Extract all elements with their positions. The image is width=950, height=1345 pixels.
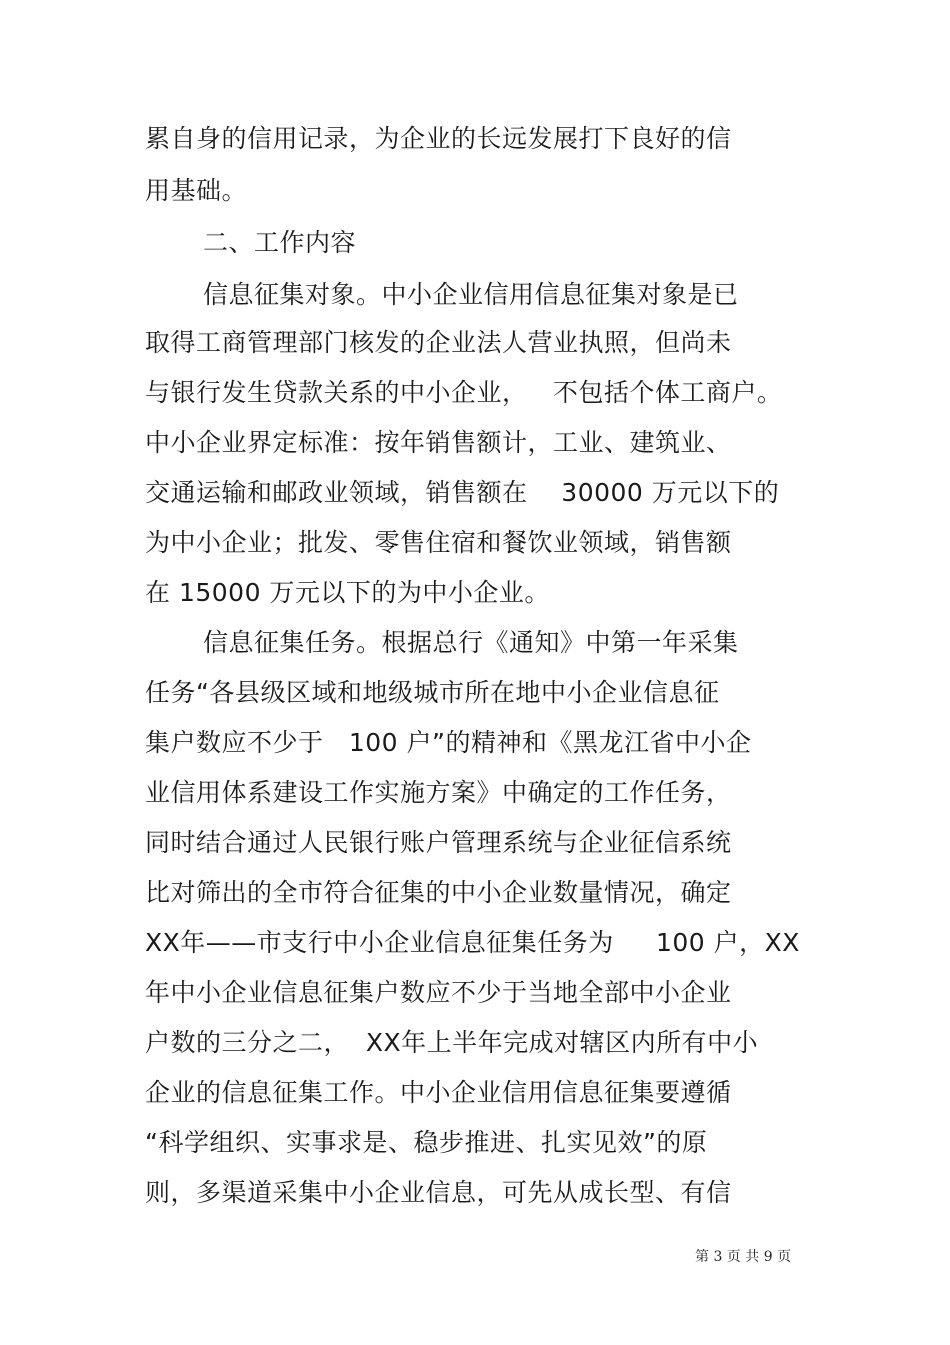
paragraph-line: “科学组织、实事求是、稳步推进、扎实见效”的原	[145, 1128, 708, 1157]
paragraph-line: XX年——市支行中小企业信息征集任务为 100 户，XX	[145, 928, 800, 957]
paragraph-line: 与银行发生贷款关系的中小企业， 不包括个体工商户。	[145, 378, 783, 407]
paragraph-line: 企业的信息征集工作。中小企业信用信息征集要遵循	[145, 1078, 732, 1107]
paragraph-line: 在 15000 万元以下的为中小企业。	[145, 578, 550, 607]
paragraph-line: 累自身的信用记录，为企业的长远发展打下良好的信	[145, 124, 732, 153]
paragraph-line: 中小企业界定标准：按年销售额计，工业、建筑业、	[145, 428, 732, 457]
paragraph-line: 户数的三分之二， XX年上半年完成对辖区内所有中小	[145, 1028, 759, 1057]
paragraph-line: 则，多渠道采集中小企业信息，可先从成长型、有信	[145, 1178, 732, 1207]
paragraph-line: 交通运输和邮政业领域，销售额在 30000 万元以下的	[145, 478, 780, 507]
paragraph-line: 为中小企业；批发、零售住宿和餐饮业领域，销售额	[145, 528, 732, 557]
paragraph-line: 任务“各县级区域和地级城市所在地中小企业信息征	[145, 678, 720, 707]
section-heading: 二、工作内容	[203, 228, 357, 257]
paragraph-line: 信息征集任务。根据总行《通知》中第一年采集	[203, 628, 739, 657]
page-number-footer: 第 3 页 共 9 页	[695, 1249, 792, 1265]
paragraph-line: 年中小企业信息征集户数应不少于当地全部中小企业	[145, 978, 732, 1007]
paragraph-line: 比对筛出的全市符合征集的中小企业数量情况，确定	[145, 878, 732, 907]
paragraph-line: 业信用体系建设工作实施方案》中确定的工作任务，	[145, 778, 732, 807]
paragraph-line: 取得工商管理部门核发的企业法人营业执照，但尚未	[145, 328, 732, 357]
paragraph-line: 集户数应不少于 100 户”的精神和《黑龙江省中小企	[145, 728, 752, 757]
paragraph-line: 信息征集对象。中小企业信用信息征集对象是已	[203, 280, 739, 309]
paragraph-line: 用基础。	[145, 176, 248, 205]
paragraph-line: 同时结合通过人民银行账户管理系统与企业征信系统	[145, 828, 732, 857]
